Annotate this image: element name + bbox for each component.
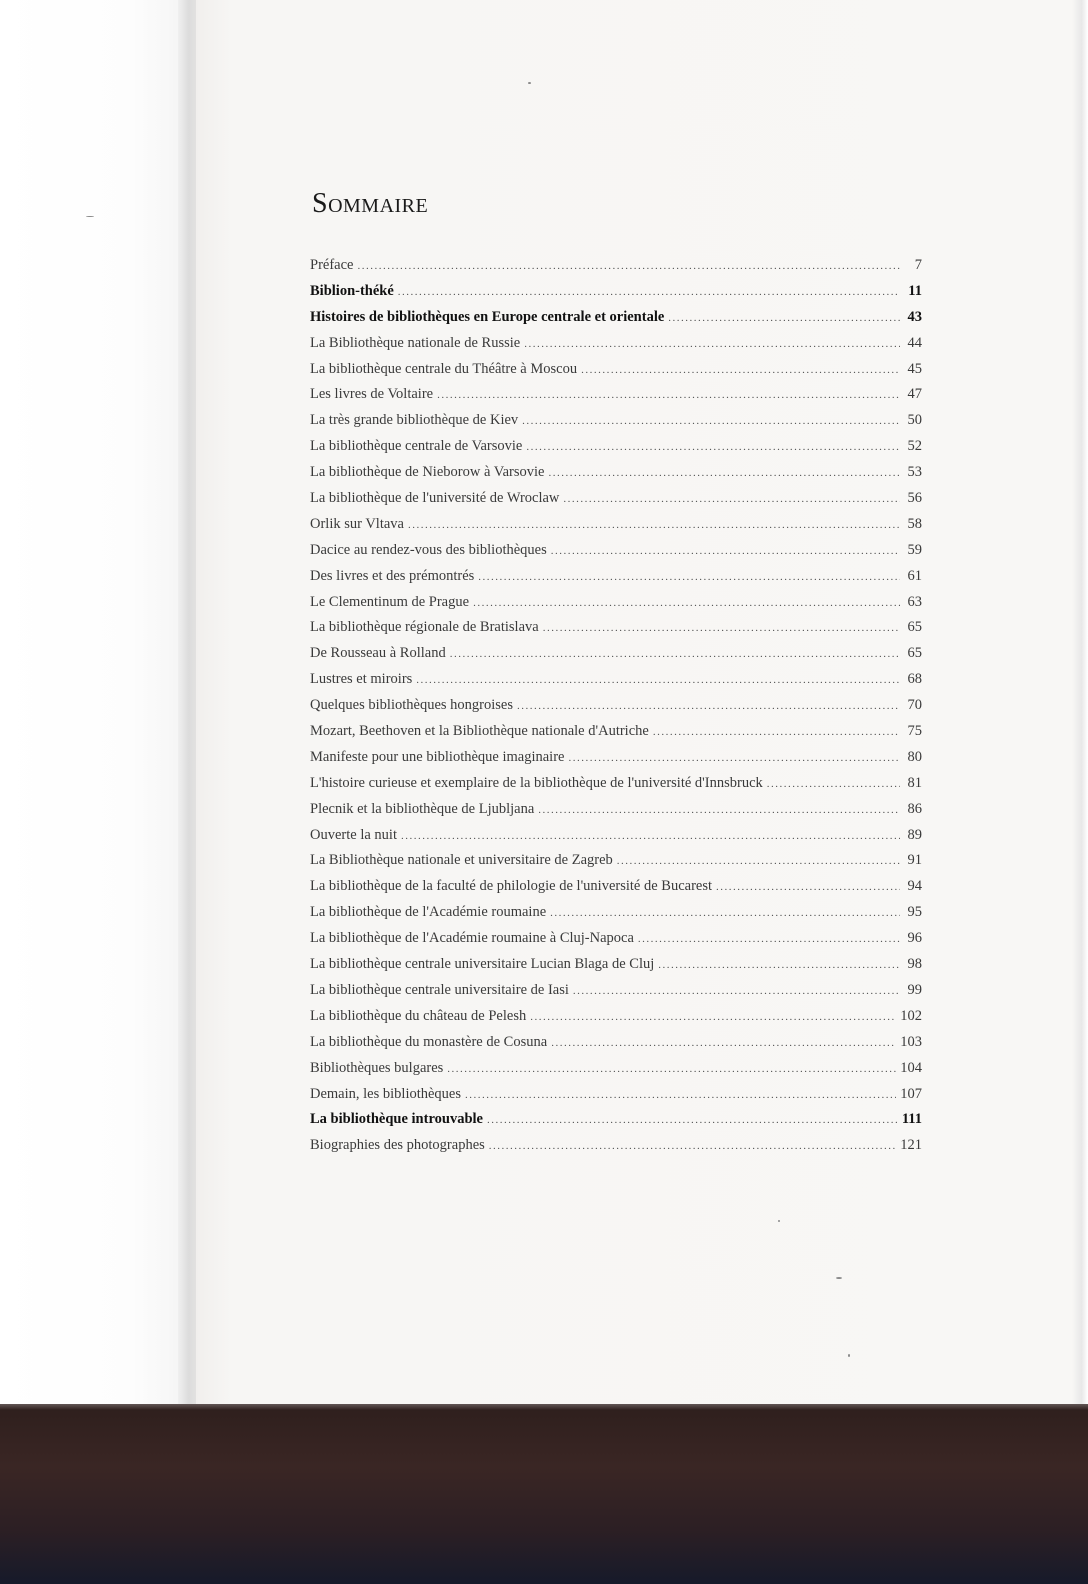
scan-speck [528,82,531,84]
toc-leader-dots [767,778,900,790]
toc-entry [310,930,922,956]
toc-entry [310,775,922,801]
toc-entry [310,1111,922,1137]
toc-entry [310,982,922,1008]
toc-entry-title: La bibliothèque centrale universitaire Lucian Blaga de Cluj [310,956,655,973]
toc-entry-page: 59 [907,541,922,558]
toc-entry-page: 56 [907,490,922,507]
toc-entry-title: La bibliothèque de la faculté de philologie de l'université de Bucarest [310,878,713,895]
toc-entry-title: Des livres et des prémontrés [310,567,475,584]
toc-entry-title: La bibliothèque régionale de Bratislava [310,619,539,636]
table-of-contents [310,257,922,1163]
toc-leader-dots [638,933,900,945]
toc-entry-page: 81 [907,774,922,791]
toc-entry-title: Biblion-théké [310,282,394,299]
toc-entry [310,335,922,361]
toc-entry-page: 94 [907,878,922,895]
toc-entry [310,464,922,490]
toc-entry-page: 11 [908,282,922,299]
toc-leader-dots [401,830,900,842]
toc-leader-dots [398,286,900,298]
toc-leader-dots [538,804,900,816]
toc-leader-dots [573,985,900,997]
toc-entry-title: La bibliothèque introuvable [310,1111,483,1128]
toc-entry-title: Demain, les bibliothèques [310,1085,462,1102]
toc-entry [310,723,922,749]
page-title: Sommaire [312,188,429,219]
toc-entry-page: 45 [907,360,922,377]
toc-entry-page: 96 [907,930,922,947]
toc-entry [310,878,922,904]
toc-entry [310,1086,922,1112]
toc-entry-page: 89 [907,826,922,843]
toc-entry [310,852,922,878]
toc-entry-title: Orlik sur Vltava [310,515,404,532]
toc-entry-page: 80 [907,748,922,765]
toc-entry [310,827,922,853]
scan-speck [848,1354,850,1357]
toc-leader-dots [473,597,900,609]
toc-entry-title: Histoires de bibliothèques en Europe centrale et orientale [310,308,665,325]
toc-entry [310,749,922,775]
toc-entry-page: 86 [907,800,922,817]
toc-entry-title: Le Clementinum de Prague [310,593,470,610]
toc-entry [310,438,922,464]
toc-entry-title: La bibliothèque du monastère de Cosuna [310,1033,548,1050]
toc-leader-dots [551,545,900,557]
toc-entry-title: La bibliothèque centrale universitaire de Iasi [310,981,569,998]
toc-entry-page: 107 [900,1085,922,1102]
scanner-background [0,1404,1088,1584]
toc-leader-dots [447,1063,896,1075]
toc-leader-dots [530,1011,896,1023]
toc-entry [310,645,922,671]
toc-leader-dots [543,622,900,634]
toc-entry-title: Plecnik et la bibliothèque de Ljubljana [310,800,535,817]
toc-entry-page: 63 [907,593,922,610]
toc-leader-dots [581,364,900,376]
toc-entry [310,697,922,723]
toc-entry-page: 47 [907,386,922,403]
toc-entry [310,801,922,827]
toc-leader-dots [487,1114,898,1126]
toc-entry-title: Biographies des photographes [310,1137,485,1154]
toc-leader-dots [668,312,900,324]
toc-entry [310,283,922,309]
toc-entry-page: 70 [907,697,922,714]
toc-entry-title: La bibliothèque centrale du Théâtre à Moscou [310,360,578,377]
toc-entry [310,1137,922,1163]
toc-entry-page: 95 [907,904,922,921]
toc-entry-title: Mozart, Beethoven et la Bibliothèque nationale d'Autriche [310,723,649,740]
toc-leader-dots [526,441,900,453]
toc-entry-title: Manifeste pour une bibliothèque imaginaire [310,748,565,765]
toc-entry [310,516,922,542]
scan-left-margin [0,0,190,1404]
toc-entry-page: 121 [900,1137,922,1154]
toc-entry [310,257,922,283]
toc-entry-page: 7 [914,257,922,273]
toc-entry-page: 99 [907,981,922,998]
toc-leader-dots [408,519,900,531]
toc-entry-title: La bibliothèque de l'Académie roumaine à Cluj-Napoca [310,930,634,947]
toc-leader-dots [357,260,900,272]
toc-entry-title: De Rousseau à Rolland [310,645,446,662]
toc-entry [310,1034,922,1060]
toc-entry-page: 103 [900,1033,922,1050]
toc-entry-title: Ouverte la nuit [310,826,397,843]
toc-entry [310,594,922,620]
toc-entry-page: 68 [907,671,922,688]
toc-entry-page: 58 [907,515,922,532]
toc-entry-title: Bibliothèques bulgares [310,1059,444,1076]
toc-entry-title: La Bibliothèque nationale et universitaire de Zagreb [310,852,613,869]
toc-leader-dots [522,415,900,427]
toc-entry [310,1008,922,1034]
toc-entry-title: Préface [310,257,354,273]
toc-entry-page: 65 [907,619,922,636]
toc-leader-dots [563,493,900,505]
toc-entry-title: Quelques bibliothèques hongroises [310,697,513,714]
toc-entry-page: 65 [907,645,922,662]
toc-entry-page: 91 [907,852,922,869]
toc-leader-dots [568,752,900,764]
toc-leader-dots [551,1037,896,1049]
toc-entry [310,412,922,438]
toc-entry-title: La Bibliothèque nationale de Russie [310,334,521,351]
toc-entry-page: 61 [907,567,922,584]
toc-entry-page: 43 [907,308,922,325]
toc-leader-dots [716,881,900,893]
toc-entry-title: L'histoire curieuse et exemplaire de la bibliothèque de l'université d'Innsbruck [310,774,763,791]
toc-entry-page: 50 [907,412,922,429]
toc-leader-dots [478,571,900,583]
toc-entry-title: Dacice au rendez-vous des bibliothèques [310,541,547,558]
toc-entry-page: 52 [907,438,922,455]
scan-speck [86,216,94,217]
toc-entry [310,619,922,645]
toc-entry [310,1060,922,1086]
toc-entry [310,671,922,697]
toc-leader-dots [549,467,901,479]
toc-leader-dots [550,907,900,919]
toc-entry-page: 44 [907,334,922,351]
page-edge [1072,0,1088,1404]
toc-leader-dots [450,648,900,660]
toc-entry-title: La bibliothèque de l'université de Wroclaw [310,490,560,507]
toc-entry-title: La bibliothèque de Nieborow à Varsovie [310,464,545,481]
toc-entry [310,568,922,594]
toc-entry-title: Les livres de Voltaire [310,386,434,403]
toc-entry [310,956,922,982]
toc-entry-page: 53 [907,464,922,481]
toc-entry-page: 75 [907,723,922,740]
toc-entry [310,361,922,387]
toc-leader-dots [653,726,900,738]
toc-leader-dots [489,1140,896,1152]
toc-entry [310,490,922,516]
toc-leader-dots [524,338,900,350]
toc-entry-title: La bibliothèque du château de Pelesh [310,1007,527,1024]
toc-entry-title: Lustres et miroirs [310,671,413,688]
toc-leader-dots [658,959,900,971]
scan-speck [778,1220,780,1222]
toc-entry-page: 111 [901,1111,922,1128]
toc-leader-dots [465,1089,896,1101]
toc-entry-title: La très grande bibliothèque de Kiev [310,412,519,429]
toc-entry-page: 102 [900,1007,922,1024]
scan-speck [836,1277,842,1279]
toc-leader-dots [617,855,900,867]
toc-entry [310,309,922,335]
toc-leader-dots [437,389,900,401]
toc-entry-title: La bibliothèque de l'Académie roumaine [310,904,547,921]
toc-leader-dots [416,674,900,686]
toc-entry [310,386,922,412]
toc-entry-page: 98 [907,956,922,973]
toc-entry [310,904,922,930]
toc-entry-title: La bibliothèque centrale de Varsovie [310,438,523,455]
toc-leader-dots [517,700,900,712]
toc-entry [310,542,922,568]
toc-entry-page: 104 [900,1059,922,1076]
